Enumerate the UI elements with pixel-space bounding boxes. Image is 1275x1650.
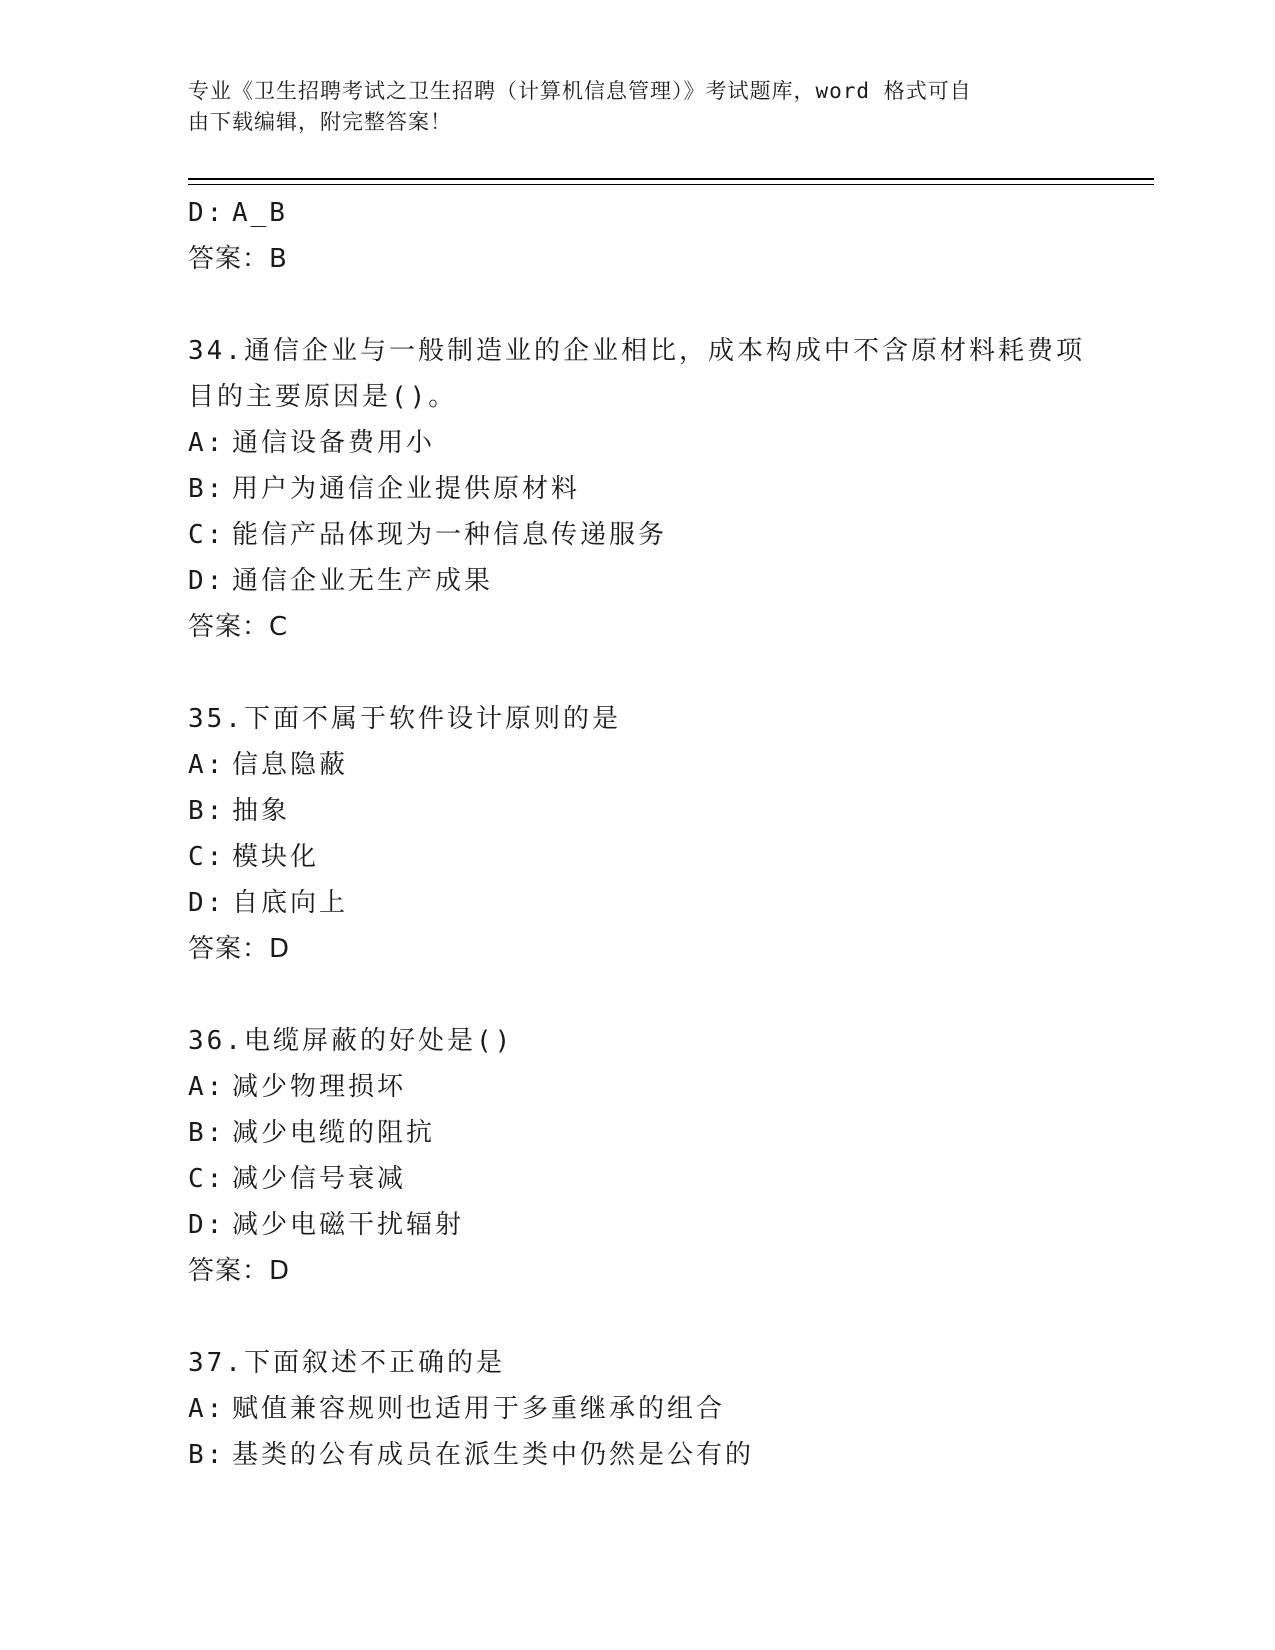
option-text: 基类的公有成员在派生类中仍然是公有的 [232, 1440, 755, 1470]
question-stem-line-1: 37.下面叙述不正确的是 [188, 1348, 505, 1378]
option-c [188, 512, 1088, 558]
option-d [188, 558, 1088, 604]
header-rule-thick [188, 178, 1154, 180]
question-34 [188, 328, 1088, 420]
header-line-1: 专业《卫生招聘考试之卫生招聘（计算机信息管理）》考试题库，word 格式可自 [188, 79, 972, 103]
option-c [188, 834, 1088, 880]
option-a [188, 1064, 1088, 1110]
option-text: 通信设备费用小 [232, 428, 436, 458]
question-stem-line-1: 36.电缆屏蔽的好处是() [188, 1026, 514, 1056]
option-text: 抽象 [232, 796, 291, 826]
option-a [188, 742, 1088, 788]
option-b [188, 1110, 1088, 1156]
option-text: 减少电磁干扰辐射 [232, 1210, 465, 1240]
option-label: D: [188, 566, 226, 596]
option-text: 自底向上 [232, 888, 349, 918]
option-text: 通信企业无生产成果 [232, 566, 494, 596]
option-label: A: [188, 1072, 226, 1102]
option-label: A: [188, 428, 226, 458]
spacer [188, 1294, 1088, 1340]
option-b [188, 788, 1088, 834]
answer-line: 答案：D [188, 934, 291, 964]
option-label: D: [188, 888, 226, 918]
option-label: A: [188, 750, 226, 780]
option-text: A_B [232, 198, 288, 228]
option-text: 信息隐蔽 [232, 750, 349, 780]
answer-line: 答案：C [188, 612, 289, 642]
spacer [188, 282, 1088, 328]
answer-line: 答案：D [188, 1256, 291, 1286]
option-label: B: [188, 1440, 226, 1470]
question-37 [188, 1340, 1088, 1386]
answer-line: 答案：B [188, 244, 288, 274]
option-text: 模块化 [232, 842, 320, 872]
option-d [188, 880, 1088, 926]
option-label: C: [188, 1164, 226, 1194]
option-a [188, 1386, 1088, 1432]
option-label: B: [188, 474, 226, 504]
option-c [188, 1156, 1088, 1202]
option-text: 减少物理损坏 [232, 1072, 407, 1102]
option-d [188, 190, 1088, 236]
option-b [188, 466, 1088, 512]
option-text: 用户为通信企业提供原材料 [232, 474, 581, 504]
page-header [188, 76, 1068, 138]
header-line-2: 由下载编辑，附完整答案！ [188, 110, 452, 134]
question-stem-line-1: 34.通信企业与一般制造业的企业相比，成本构成中不含原材料耗费项 [188, 336, 1085, 366]
option-text: 赋值兼容规则也适用于多重继承的组合 [232, 1394, 726, 1424]
option-label: B: [188, 796, 226, 826]
question-35 [188, 696, 1088, 742]
question-stem-line-1: 35.下面不属于软件设计原则的是 [188, 704, 621, 734]
spacer [188, 650, 1088, 696]
option-label: C: [188, 520, 226, 550]
option-a [188, 420, 1088, 466]
question-stem-line-2: 目的主要原因是()。 [188, 382, 458, 412]
option-label: C: [188, 842, 226, 872]
option-b [188, 1432, 1088, 1478]
option-label: A: [188, 1394, 226, 1424]
question-list [188, 190, 1088, 1478]
question-36 [188, 1018, 1088, 1064]
option-d [188, 1202, 1088, 1248]
option-text: 减少电缆的阻抗 [232, 1118, 436, 1148]
option-label: B: [188, 1118, 226, 1148]
option-text: 能信产品体现为一种信息传递服务 [232, 520, 668, 550]
option-text: 减少信号衰减 [232, 1164, 407, 1194]
spacer [188, 972, 1088, 1018]
header-rule-thin [188, 184, 1154, 185]
option-label: D: [188, 1210, 226, 1240]
option-label: D: [188, 198, 226, 228]
